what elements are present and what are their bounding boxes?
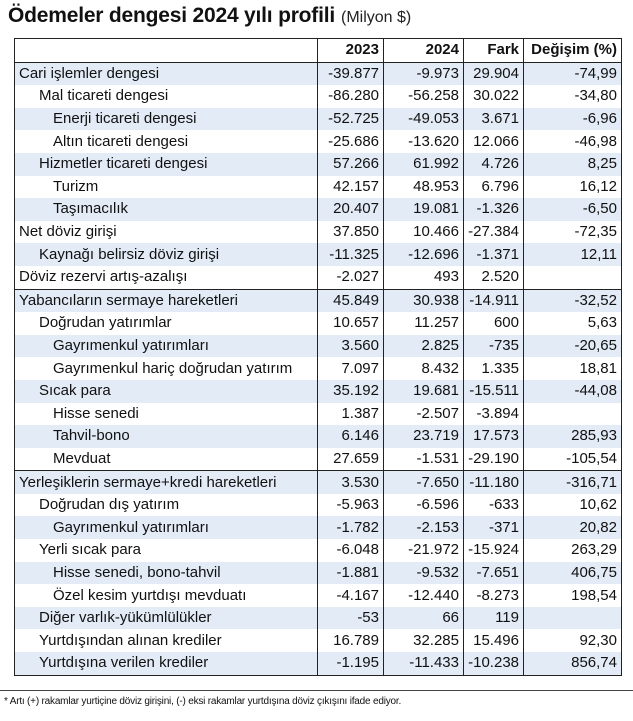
value-fark: 30.022 <box>464 85 524 108</box>
table-row <box>15 539 622 562</box>
value-change <box>524 403 622 426</box>
value-change <box>524 607 622 630</box>
row-label: Hisse senedi, bono-tahvil <box>15 562 318 585</box>
value-fark: -3.894 <box>464 403 524 426</box>
row-label: Doğrudan yatırımlar <box>15 312 318 335</box>
table-row <box>15 266 622 289</box>
table-row <box>15 335 622 358</box>
row-label: Özel kesim yurtdışı mevduatı <box>15 584 318 607</box>
value-2023: -25.686 <box>318 130 384 153</box>
table-row <box>15 494 622 517</box>
table-row <box>15 198 622 221</box>
table-row <box>15 108 622 131</box>
value-change: -74,99 <box>524 62 622 85</box>
value-change: 20,82 <box>524 516 622 539</box>
value-2023: 57.266 <box>318 153 384 176</box>
footer-divider <box>0 690 633 691</box>
value-2024: -11.433 <box>384 652 464 675</box>
row-label: Doğrudan dış yatırım <box>15 494 318 517</box>
value-2023: -86.280 <box>318 85 384 108</box>
row-label: Yerli sıcak para <box>15 539 318 562</box>
value-2023: -5.963 <box>318 494 384 517</box>
value-2023: -52.725 <box>318 108 384 131</box>
row-label: Net döviz girişi <box>15 221 318 244</box>
row-label: Altın ticareti dengesi <box>15 130 318 153</box>
value-fark: -15.511 <box>464 380 524 403</box>
value-2023: -1.782 <box>318 516 384 539</box>
table-row <box>15 584 622 607</box>
value-2024: 32.285 <box>384 629 464 652</box>
value-2023: -6.048 <box>318 539 384 562</box>
header-2024: 2024 <box>384 39 464 63</box>
value-2024: 493 <box>384 266 464 289</box>
row-label: Enerji ticareti dengesi <box>15 108 318 131</box>
value-change: 856,74 <box>524 652 622 675</box>
value-2024: 8.432 <box>384 357 464 380</box>
balance-of-payments-table <box>14 38 622 676</box>
value-fark: 3.671 <box>464 108 524 131</box>
value-change: -32,52 <box>524 289 622 312</box>
row-label: Turizm <box>15 176 318 199</box>
value-2024: 19.681 <box>384 380 464 403</box>
table-row <box>15 607 622 630</box>
value-change: 12,11 <box>524 243 622 266</box>
value-change: 10,62 <box>524 494 622 517</box>
value-2024: -13.620 <box>384 130 464 153</box>
value-change: 18,81 <box>524 357 622 380</box>
value-change: 16,12 <box>524 176 622 199</box>
value-2023: 16.789 <box>318 629 384 652</box>
value-2023: 6.146 <box>318 425 384 448</box>
table-row <box>15 62 622 85</box>
value-2023: 20.407 <box>318 198 384 221</box>
value-change: -6,96 <box>524 108 622 131</box>
header-row <box>15 39 622 63</box>
value-change: -6,50 <box>524 198 622 221</box>
value-fark: -15.924 <box>464 539 524 562</box>
row-label: Hizmetler ticareti dengesi <box>15 153 318 176</box>
value-fark: -14.911 <box>464 289 524 312</box>
value-2024: 11.257 <box>384 312 464 335</box>
value-fark: 119 <box>464 607 524 630</box>
row-label: Yabancıların sermaye hareketleri <box>15 289 318 312</box>
table-row <box>15 85 622 108</box>
value-fark: -1.326 <box>464 198 524 221</box>
value-2024: 23.719 <box>384 425 464 448</box>
value-fark: -27.384 <box>464 221 524 244</box>
value-2024: 61.992 <box>384 153 464 176</box>
row-label: Mevduat <box>15 448 318 471</box>
value-change: -46,98 <box>524 130 622 153</box>
table-row <box>15 312 622 335</box>
table-row <box>15 652 622 675</box>
value-change: -105,54 <box>524 448 622 471</box>
table-row <box>15 516 622 539</box>
value-fark: -11.180 <box>464 471 524 494</box>
value-2023: 3.530 <box>318 471 384 494</box>
table-row <box>15 380 622 403</box>
value-2024: 2.825 <box>384 335 464 358</box>
value-2023: -39.877 <box>318 62 384 85</box>
value-fark: 4.726 <box>464 153 524 176</box>
table-row <box>15 176 622 199</box>
value-change: 285,93 <box>524 425 622 448</box>
table-row <box>15 130 622 153</box>
row-label: Taşımacılık <box>15 198 318 221</box>
value-2023: 1.387 <box>318 403 384 426</box>
value-change: 5,63 <box>524 312 622 335</box>
value-2023: -11.325 <box>318 243 384 266</box>
table-row <box>15 629 622 652</box>
row-label: Diğer varlık-yükümlülükler <box>15 607 318 630</box>
header-label <box>15 39 318 63</box>
page-title: Ödemeler dengesi 2024 yılı profili <box>8 4 335 27</box>
value-fark: -29.190 <box>464 448 524 471</box>
value-2024: -7.650 <box>384 471 464 494</box>
value-fark: 6.796 <box>464 176 524 199</box>
unit-label: (Milyon $) <box>341 9 412 26</box>
value-fark: -8.273 <box>464 584 524 607</box>
value-2024: -21.972 <box>384 539 464 562</box>
row-label: Gayrımenkul hariç doğrudan yatırım <box>15 357 318 380</box>
value-change: 263,29 <box>524 539 622 562</box>
value-change: 406,75 <box>524 562 622 585</box>
value-2023: 3.560 <box>318 335 384 358</box>
value-2024: 19.081 <box>384 198 464 221</box>
value-2024: -49.053 <box>384 108 464 131</box>
value-fark: 1.335 <box>464 357 524 380</box>
value-fark: -371 <box>464 516 524 539</box>
table-row <box>15 448 622 471</box>
table-row <box>15 425 622 448</box>
value-2023: 27.659 <box>318 448 384 471</box>
value-2024: -2.507 <box>384 403 464 426</box>
value-2024: -9.973 <box>384 62 464 85</box>
table-body <box>15 62 622 675</box>
value-fark: 17.573 <box>464 425 524 448</box>
value-2023: -1.195 <box>318 652 384 675</box>
value-change: 92,30 <box>524 629 622 652</box>
value-2024: 66 <box>384 607 464 630</box>
value-2024: -2.153 <box>384 516 464 539</box>
value-change: -44,08 <box>524 380 622 403</box>
value-change <box>524 266 622 289</box>
value-fark: 15.496 <box>464 629 524 652</box>
row-label: Hisse senedi <box>15 403 318 426</box>
value-2024: -1.531 <box>384 448 464 471</box>
value-change: 8,25 <box>524 153 622 176</box>
value-fark: -633 <box>464 494 524 517</box>
table-row <box>15 562 622 585</box>
row-label: Yurtdışından alınan krediler <box>15 629 318 652</box>
value-fark: 12.066 <box>464 130 524 153</box>
value-change: -72,35 <box>524 221 622 244</box>
value-2023: -1.881 <box>318 562 384 585</box>
value-2024: -56.258 <box>384 85 464 108</box>
value-fark: 29.904 <box>464 62 524 85</box>
value-change: -34,80 <box>524 85 622 108</box>
value-2023: 45.849 <box>318 289 384 312</box>
row-label: Gayrımenkul yatırımları <box>15 335 318 358</box>
value-2024: -9.532 <box>384 562 464 585</box>
value-2023: 42.157 <box>318 176 384 199</box>
header-change: Değişim (%) <box>524 39 622 63</box>
value-2023: -2.027 <box>318 266 384 289</box>
value-fark: -735 <box>464 335 524 358</box>
value-fark: 2.520 <box>464 266 524 289</box>
table-row <box>15 221 622 244</box>
value-2024: 30.938 <box>384 289 464 312</box>
footnote: * Artı (+) rakamlar yurtiçine döviz girişini, (-) eksi rakamlar yurtdışına döviz çıkışını ifade ediyor. <box>4 696 402 707</box>
value-2024: -6.596 <box>384 494 464 517</box>
value-2023: 37.850 <box>318 221 384 244</box>
table-row <box>15 243 622 266</box>
value-change: -20,65 <box>524 335 622 358</box>
value-change: -316,71 <box>524 471 622 494</box>
value-2024: 48.953 <box>384 176 464 199</box>
value-fark: -1.371 <box>464 243 524 266</box>
value-change: 198,54 <box>524 584 622 607</box>
row-label: Cari işlemler dengesi <box>15 62 318 85</box>
header-fark: Fark <box>464 39 524 63</box>
value-fark: 600 <box>464 312 524 335</box>
row-label: Kaynağı belirsiz döviz girişi <box>15 243 318 266</box>
table-row <box>15 471 622 494</box>
header-2023: 2023 <box>318 39 384 63</box>
value-2024: 10.466 <box>384 221 464 244</box>
value-2023: 35.192 <box>318 380 384 403</box>
row-label: Yurtdışına verilen krediler <box>15 652 318 675</box>
table-row <box>15 403 622 426</box>
row-label: Tahvil-bono <box>15 425 318 448</box>
value-fark: -10.238 <box>464 652 524 675</box>
value-2023: -4.167 <box>318 584 384 607</box>
row-label: Döviz rezervi artış-azalışı <box>15 266 318 289</box>
value-2023: 7.097 <box>318 357 384 380</box>
value-2023: 10.657 <box>318 312 384 335</box>
table-row <box>15 289 622 312</box>
table-row <box>15 357 622 380</box>
row-label: Yerleşiklerin sermaye+kredi hareketleri <box>15 471 318 494</box>
value-fark: -7.651 <box>464 562 524 585</box>
value-2024: -12.696 <box>384 243 464 266</box>
table-row <box>15 153 622 176</box>
value-2024: -12.440 <box>384 584 464 607</box>
row-label: Gayrımenkul yatırımları <box>15 516 318 539</box>
title-row <box>8 4 411 38</box>
value-2023: -53 <box>318 607 384 630</box>
row-label: Sıcak para <box>15 380 318 403</box>
row-label: Mal ticareti dengesi <box>15 85 318 108</box>
